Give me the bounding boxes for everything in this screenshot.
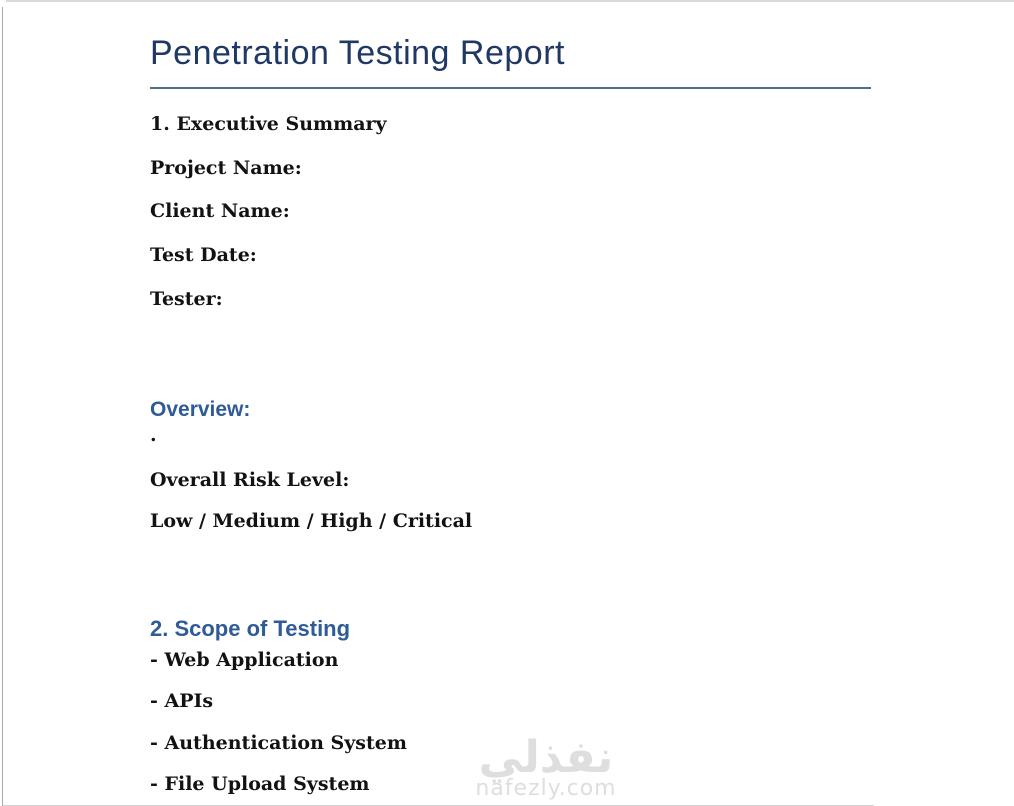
scope-list-item-file-upload-system: - File Upload System xyxy=(150,773,370,795)
section-heading-scope-of-testing: 2. Scope of Testing xyxy=(150,616,351,641)
section-heading-executive-summary: 1. Executive Summary xyxy=(150,113,387,135)
section-heading-overview: Overview: xyxy=(150,398,251,421)
nafezly-domain-text: nafezly.com xyxy=(475,776,617,802)
field-label-tester: Tester: xyxy=(150,288,223,310)
risk-level-options: Low / Medium / High / Critical xyxy=(150,510,473,532)
field-label-project-name: Project Name: xyxy=(150,157,302,179)
field-label-client-name: Client Name: xyxy=(150,200,290,222)
field-label-overall-risk-level: Overall Risk Level: xyxy=(150,469,350,491)
scope-list-item-authentication-system: - Authentication System xyxy=(150,732,407,754)
title-underline-rule xyxy=(150,87,871,89)
scope-list-item-web-application: - Web Application xyxy=(150,649,339,671)
overview-placeholder-dot: . xyxy=(150,424,157,446)
page-left-edge xyxy=(2,7,3,806)
document-title: Penetration Testing Report xyxy=(150,34,565,72)
page-top-edge xyxy=(6,0,1014,2)
field-label-test-date: Test Date: xyxy=(150,244,257,266)
nafezly-arabic-logo: نفذلي xyxy=(478,732,614,783)
nafezly-watermark xyxy=(438,734,654,800)
scope-list-item-apis: - APIs xyxy=(150,690,214,712)
